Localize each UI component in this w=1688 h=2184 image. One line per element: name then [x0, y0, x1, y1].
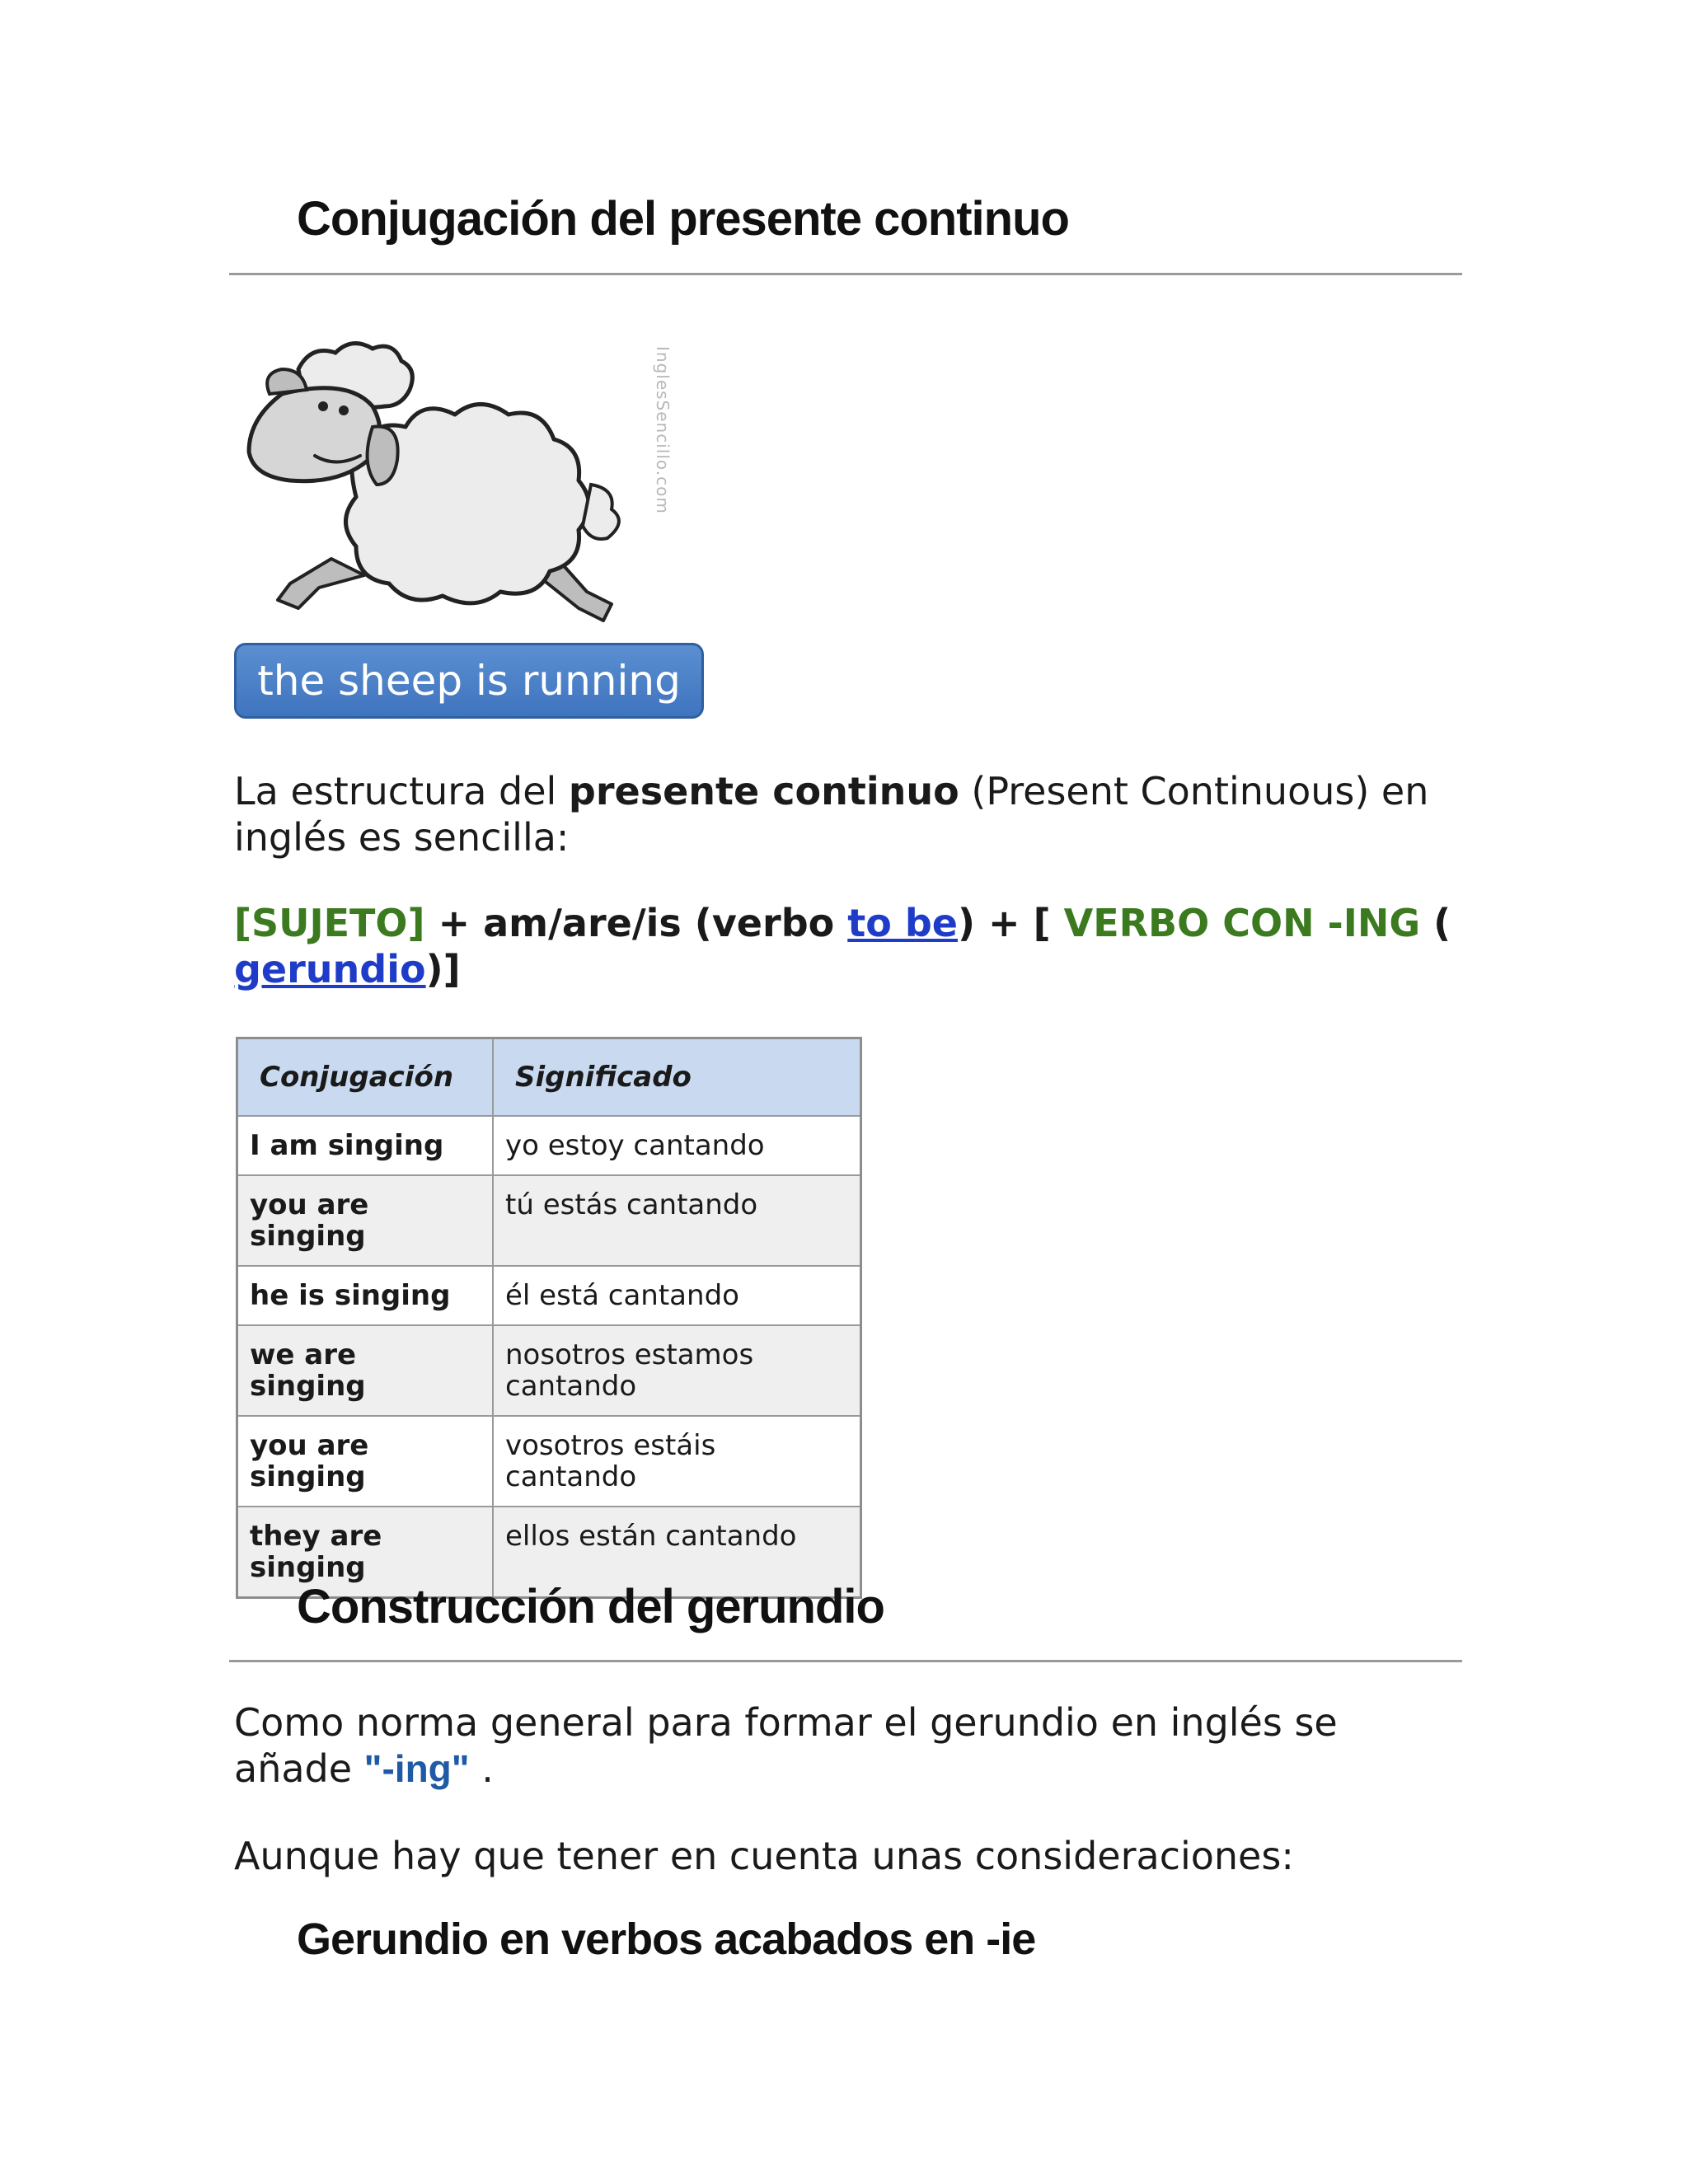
formula-part: + am/are/is (verbo [424, 901, 848, 945]
table-cell: you are singing [237, 1175, 494, 1266]
sheep-icon [232, 336, 710, 666]
table-header-cell: Significado [493, 1038, 861, 1117]
link-to-be[interactable]: to be [847, 901, 958, 945]
considerations-paragraph: Aunque hay que tener en cuenta unas consideraciones: [234, 1834, 1294, 1878]
structure-formula [234, 900, 1454, 992]
table-header-row [237, 1038, 861, 1117]
table-cell: él está cantando [493, 1266, 861, 1325]
table-cell: vosotros estáis cantando [493, 1416, 861, 1507]
rule-text: Como norma general para formar el gerundio en inglés se añade [234, 1700, 1338, 1791]
rule-text-after: . [469, 1746, 494, 1791]
table-cell: he is singing [237, 1266, 494, 1325]
table-row [237, 1325, 861, 1416]
ing-highlight: "-ing" [363, 1747, 470, 1790]
table-cell: I am singing [237, 1116, 494, 1175]
table-header-cell: Conjugación [237, 1038, 494, 1117]
intro-bold: presente continuo [568, 769, 959, 813]
illustration-caption: the sheep is running [234, 643, 704, 719]
intro-text: La estructura del [234, 769, 569, 813]
table-cell: ellos están cantando [493, 1507, 861, 1598]
gerund-rule-paragraph [234, 1699, 1454, 1792]
intro-paragraph [234, 768, 1454, 860]
table-row [237, 1416, 861, 1507]
table-cell: you are singing [237, 1416, 494, 1507]
table-cell: they are singing [237, 1507, 494, 1598]
section-heading-conjugation: Conjugación del presente continuo [297, 192, 1069, 246]
link-gerundio[interactable]: gerundio [234, 947, 426, 991]
conjugation-table [236, 1037, 862, 1599]
section-divider [229, 1660, 1462, 1662]
table-row [237, 1266, 861, 1325]
intro-text-after: (Present Continuous) en inglés es sencilla: [234, 769, 1429, 860]
formula-verb: VERBO CON -ING [1063, 901, 1421, 945]
table-row [237, 1175, 861, 1266]
formula-part: )] [425, 947, 461, 991]
table-cell: tú estás cantando [493, 1175, 861, 1266]
watermark-text: InglesSencillo.com [653, 346, 673, 514]
table-cell: yo estoy cantando [493, 1116, 861, 1175]
table-cell: we are singing [237, 1325, 494, 1416]
table-cell: nosotros estamos cantando [493, 1325, 861, 1416]
section-divider [229, 273, 1462, 275]
formula-part: ) + [ [957, 901, 1064, 945]
section-heading-gerund: Construcción del gerundio [297, 1580, 884, 1633]
formula-part: ( [1420, 901, 1451, 945]
formula-subject: [SUJETO] [234, 901, 425, 945]
subsection-heading-ie: Gerundio en verbos acabados en -ie [297, 1915, 1036, 1964]
table-row [237, 1116, 861, 1175]
